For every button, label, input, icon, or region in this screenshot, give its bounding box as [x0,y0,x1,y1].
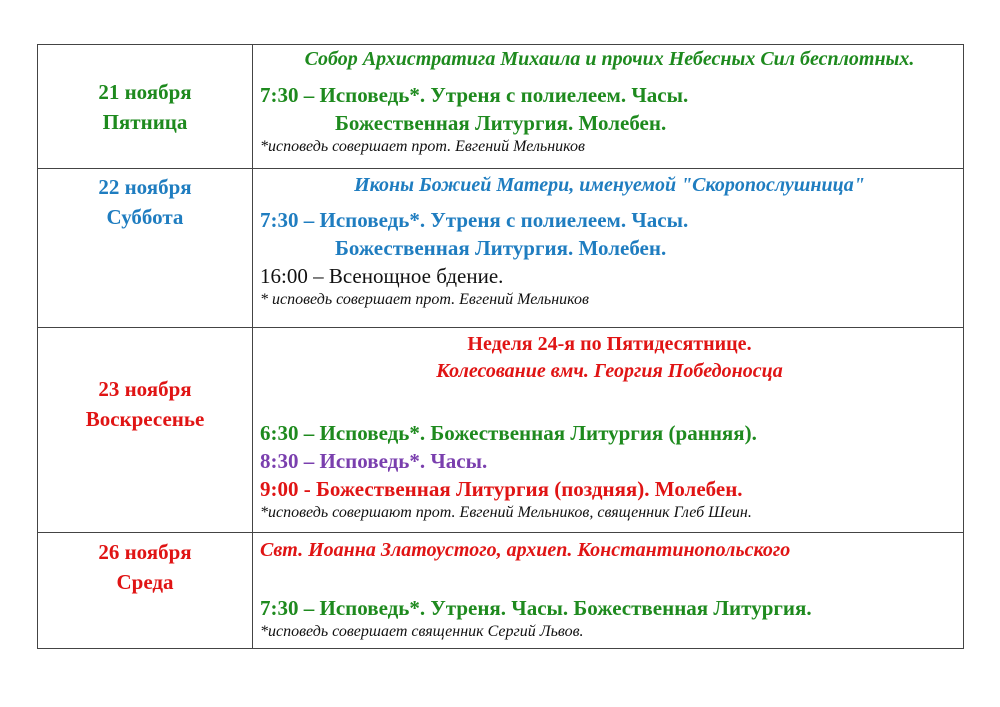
info-cell [253,169,964,328]
service-line: 9:00 - Божественная Литургия (поздняя). Молебен. [260,477,743,501]
weekday-label: Пятница [102,109,188,134]
service-line: 8:30 – Исповедь*. Часы. [260,449,488,473]
feast-subtitle: Колесование вмч. Георгия Победоносца [436,360,783,382]
weekday-label: Суббота [106,205,184,229]
feast-title: Свт. Иоанна Златоустого, архиеп. Константинопольского [260,539,791,561]
confession-note: * исповедь совершает прот. Евгений Мельников [260,291,589,308]
service-line: Божественная Литургия. Молебен. [335,111,667,135]
table-row [38,533,964,649]
schedule-table [37,44,964,649]
date-label: 26 ноября [98,540,192,564]
date-label: 21 ноября [98,79,192,104]
table-row [38,328,964,533]
weekday-label: Среда [116,570,174,594]
confession-note: *исповедь совершает прот. Евгений Мельников [260,138,585,155]
date-cell [38,328,253,533]
service-line: 6:30 – Исповедь*. Божественная Литургия (ранняя). [260,421,757,445]
confession-note: *исповедь совершает священник Сергий Львов. [260,623,584,640]
info-cell [253,45,964,169]
weekday-label: Воскресенье [85,407,205,431]
table-row [38,169,964,328]
service-line: 16:00 – Всенощное бдение. [260,264,504,288]
info-cell [253,533,964,649]
service-line: 7:30 – Исповедь*. Утреня с полиелеем. Часы. [260,83,689,107]
feast-title: Иконы Божией Матери, именуемой "Скоропослушница" [354,174,865,196]
feast-title: Неделя 24-я по Пятидесятнице. [467,333,752,355]
date-label: 23 ноября [98,377,192,401]
info-cell [253,328,964,533]
service-line: 7:30 – Исповедь*. Утреня. Часы. Божественная Литургия. [260,596,812,620]
service-line: 7:30 – Исповедь*. Утреня с полиелеем. Часы. [260,208,689,232]
service-line: Божественная Литургия. Молебен. [335,236,667,260]
confession-note: *исповедь совершают прот. Евгений Мельников, священник Глеб Шеин. [260,504,752,521]
date-cell [38,533,253,649]
date-cell [38,169,253,328]
date-cell [38,45,253,169]
date-label: 22 ноября [98,175,192,199]
table-row [38,45,964,169]
feast-title: Собор Архистратига Михаила и прочих Небесных Сил бесплотных. [304,48,915,70]
